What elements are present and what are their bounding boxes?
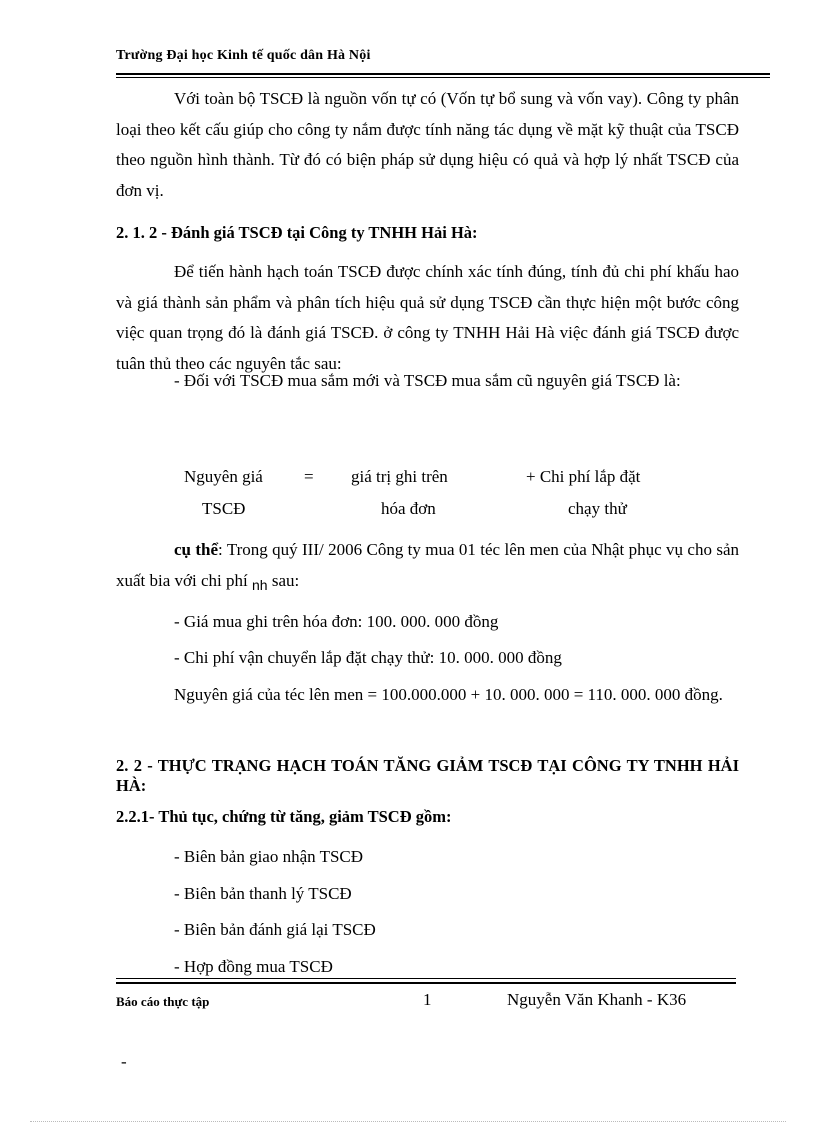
list-item: - Biên bản giao nhận TSCĐ — [174, 847, 364, 866]
formula-mid-bottom: hóa đơn — [381, 499, 436, 518]
valuation-rule: - Đối với TSCĐ mua sắm mới và TSCĐ mua sắm cũ nguyên giá TSCĐ là: — [174, 371, 681, 390]
example-label: cụ thể — [174, 540, 219, 559]
section-heading-2-1-2: 2. 1. 2 - Đánh giá TSCĐ tại Công ty TNHH Hải Hà: — [116, 223, 478, 242]
formula-left-top: Nguyên giá — [184, 467, 263, 486]
formula-equals: = — [304, 467, 314, 486]
example-total: Nguyên giá của téc lên men = 100.000.000 + 10. 000. 000 = 110. 000. 000 đồng. — [174, 685, 723, 704]
footer-author: Nguyễn Văn Khanh - K36 — [507, 990, 687, 1009]
footer-rule-thick — [116, 982, 736, 984]
section-2-1-2-paragraph: Để tiến hành hạch toán TSCĐ được chính xác tính đúng, tính đủ chi phí khấu hao và giá thành sản phẩm và phân tích hiệu quả sử dụng TSCĐ cần thực hiện một bước công việc quan trọng đó là đánh giá TSCĐ. ở công ty TNHH Hải Hà việc đánh giá TSCĐ được tuân thủ theo các nguyên tắc sau: — [116, 262, 739, 373]
stray-mark: - — [121, 1052, 127, 1071]
header-rule-thin — [116, 77, 770, 78]
example-paragraph: cụ thể: Trong quý III/ 2006 Công ty mua 01 téc lên men của Nhật phục vụ cho sản xuất bia với chi phí $_{nh}$ sau: — [116, 540, 740, 593]
list-item: - Biên bản đánh giá lại TSCĐ — [174, 920, 376, 939]
example-item-2: - Chi phí vận chuyển lắp đặt chạy thử: 10. 000. 000 đồng — [174, 648, 562, 667]
formula-right-bottom: chạy thử — [568, 499, 627, 518]
list-item: - Biên bản thanh lý TSCĐ — [174, 884, 352, 903]
footer-page-number: 1 — [423, 990, 432, 1009]
page-edge-dotted-line — [30, 1121, 786, 1122]
intro-paragraph: Với toàn bộ TSCĐ là nguồn vốn tự có (Vốn tự bổ sung và vốn vay). Công ty phân loại theo kết cấu giúp cho công ty nắm được tính năng tác dụng về mặt kỹ thuật của TSCĐ theo nguồn hình thành. Từ đó có biện pháp sử dụng hiệu có quả và hợp lý nhất TSCĐ của đơn vị. — [116, 89, 739, 200]
list-item: - Hợp đồng mua TSCĐ — [174, 957, 333, 976]
section-heading-2-2: 2. 2 - THỰC TRẠNG HẠCH TOÁN TĂNG GIẢM TSCĐ TẠI CÔNG TY TNHH HẢI HÀ: — [116, 756, 739, 795]
footer-report-label: Báo cáo thực tập — [116, 994, 210, 1009]
header-title: Trường Đại học Kinh tế quốc dân Hà Nội — [116, 48, 371, 63]
section-sub-heading-2-2-1: 2.2.1- Thủ tục, chứng từ tăng, giảm TSCĐ gồm: — [116, 807, 452, 826]
example-item-1: - Giá mua ghi trên hóa đơn: 100. 000. 000 đồng — [174, 612, 499, 631]
header-rule-thick — [116, 73, 770, 75]
footer-rule-thin — [116, 978, 736, 979]
formula-mid-top: giá trị ghi trên — [351, 467, 448, 486]
formula-left-bottom: TSCĐ — [202, 499, 246, 518]
formula-right-top: + Chi phí lắp đặt — [526, 467, 641, 486]
example-small-word: nh — [252, 576, 268, 593]
